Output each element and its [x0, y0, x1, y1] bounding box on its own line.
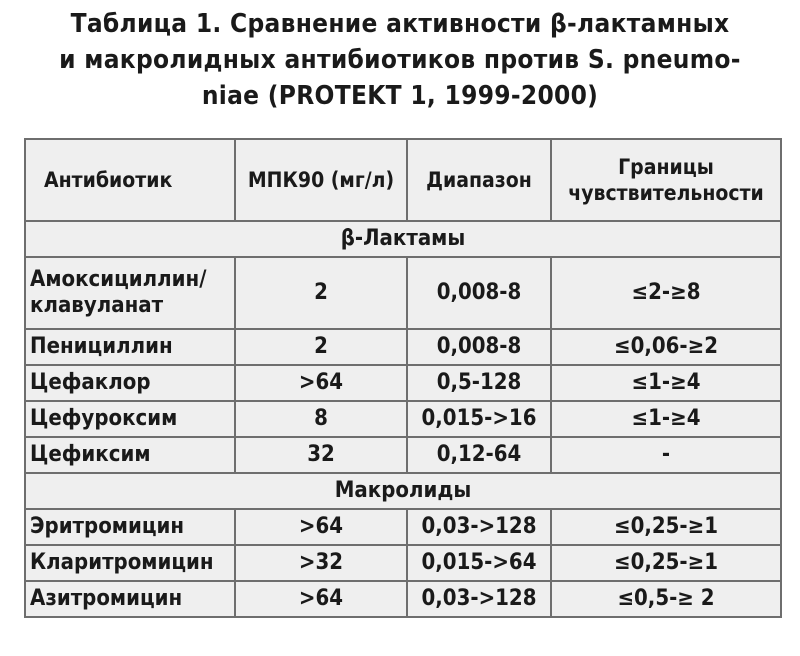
range-value: 0,008-8 [407, 329, 551, 365]
header-breakpoints-line-1: Границы [618, 155, 714, 179]
caption-line-2: и макролидных антибиотиков против S. pneumo- [59, 45, 741, 75]
header-range: Диапазон [407, 139, 551, 221]
range-value: 0,015->64 [407, 545, 551, 581]
section-title-macrolides: Макролиды [25, 473, 781, 509]
antibiotic-name: Цефуроксим [25, 401, 235, 437]
header-breakpoints [551, 139, 781, 221]
range-value: 0,015->16 [407, 401, 551, 437]
table-row [25, 365, 781, 401]
breakpoints-value: ≤0,25-≥1 [551, 545, 781, 581]
antibiotic-name: Цефаклор [25, 365, 235, 401]
mic90-value: >64 [235, 509, 407, 545]
antibiotic-name-line-2: клавуланат [30, 293, 164, 318]
mic90-value: >32 [235, 545, 407, 581]
header-antibiotic: Антибиотик [25, 139, 235, 221]
table-row [25, 257, 781, 329]
antibiotic-comparison-table [24, 138, 782, 618]
antibiotic-name: Эритромицин [25, 509, 235, 545]
breakpoints-value: ≤0,25-≥1 [551, 509, 781, 545]
breakpoints-value: ≤1-≥4 [551, 401, 781, 437]
table-row [25, 509, 781, 545]
table-caption [10, 6, 790, 114]
section-header-row [25, 473, 781, 509]
antibiotic-name-line-1: Амоксициллин/ [30, 267, 207, 292]
section-title-beta-lactams: β-Лактамы [25, 221, 781, 257]
table-row [25, 545, 781, 581]
breakpoints-value: ≤1-≥4 [551, 365, 781, 401]
breakpoints-value: ≤0,06-≥2 [551, 329, 781, 365]
section-header-row [25, 221, 781, 257]
range-value: 0,12-64 [407, 437, 551, 473]
antibiotic-name: Цефиксим [25, 437, 235, 473]
mic90-value: >64 [235, 365, 407, 401]
table-row [25, 329, 781, 365]
range-value: 0,5-128 [407, 365, 551, 401]
mic90-value: 2 [235, 257, 407, 329]
mic90-value: 8 [235, 401, 407, 437]
mic90-value: >64 [235, 581, 407, 617]
range-value: 0,03->128 [407, 509, 551, 545]
table-row [25, 581, 781, 617]
antibiotic-name: Кларитромицин [25, 545, 235, 581]
mic90-value: 2 [235, 329, 407, 365]
table-row [25, 437, 781, 473]
header-row [25, 139, 781, 221]
breakpoints-value: - [551, 437, 781, 473]
header-breakpoints-line-2: чувствительности [568, 181, 764, 205]
breakpoints-value: ≤2-≥8 [551, 257, 781, 329]
table-row [25, 401, 781, 437]
mic90-value: 32 [235, 437, 407, 473]
range-value: 0,03->128 [407, 581, 551, 617]
caption-line-3: niae (PROTEKT 1, 1999-2000) [201, 81, 599, 111]
header-mic90: МПК90 (мг/л) [235, 139, 407, 221]
breakpoints-value: ≤0,5-≥ 2 [551, 581, 781, 617]
caption-line-1: Таблица 1. Сравнение активности β-лактамных [70, 9, 730, 39]
antibiotic-name [25, 257, 235, 329]
range-value: 0,008-8 [407, 257, 551, 329]
antibiotic-name: Пенициллин [25, 329, 235, 365]
antibiotic-name: Азитромицин [25, 581, 235, 617]
